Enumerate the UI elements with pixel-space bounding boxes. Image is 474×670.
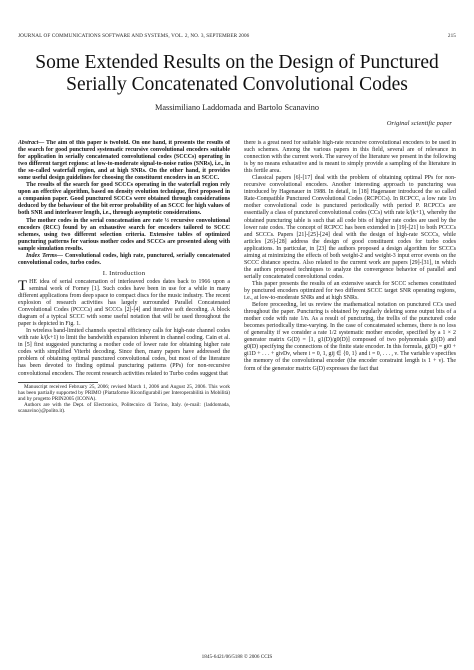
abstract-text: — The aim of this paper is twofold. On one hand, it presents the results of the search for good punctured systematic recursive convolutional encoders suitable for application in serially concatenated convolutional codes (SCCCs) operating in two different target regions: at low-to-moderate signal-to-noise ratios (SNRs), i.e., in the so-called waterfall region, and at high SNRs. On the other hand, it provides some useful design guidelines for choosing the constituent encoders in an SCCC. [18, 140, 230, 182]
section-heading-introduction: I. Introduction [102, 269, 146, 277]
running-head [18, 33, 456, 39]
right-column [244, 140, 456, 650]
intro-paragraph-2: In wireless band-limited channels spectral efficiency calls for high-rate channel codes with rate k/(k+1) to limit the bandwidth expansion inherent in channel coding. Cain et al. in [5] first suggested puncturing a mother code of lower rate for obtaining higher rate codes with simplified Viterbi decoding. Since then, many papers have addressed the problem of obtaining optimal punctured convolutional codes, but most of the literature has been devoted to finding optimal puncturing patterns (PPs) for non-recursive convolutional encoders. The recent research activities related to Turbo codes suggest that [18, 328, 230, 377]
paper-type: Original scientific paper [386, 120, 452, 127]
intro-text-1: HE idea of serial concatenation of interleaved codes dates back to 1966 upon a seminal work of Forney [1]. Such codes have been in use for a while in many different applications from deep space to compact discs for the music industry. The recent explosion of research activities has largely surrounded Parallel Concatenated Convolutional Codes (PCCCs) and SCCCs [2]-[4] and iterative soft decoding. A block diagram of a typical SCCC with some useful notation that will be used throughout the paper is depicted in Fig. 1. [18, 278, 230, 328]
abstract-paragraph-3: The mother codes in the serial concatenation are rate ½ recursive convolutional encoders (RCC) found by an exhaustive search for encoders tailored to SCCC schemes, using two different selection criteria. Extensive tables of optimized puncturing patterns for various mother codes and SCCCs are presented along with sample simulation results. [18, 217, 230, 252]
footnote-manuscript: Manuscript received February 25, 2006; revised March 1, 2006 and August 25, 2006. This work has been partially supported by PRIMO (Piattaforme Riconfigurabili per Interoperabilità in Mobilità) and by progetto PRIN2005 (ICONA). [18, 383, 230, 402]
body-paragraph-3: This paper presents the results of an extensive search for SCCC schemes constituted by punctured encoders optimized for two different SCCC target SNR operating regions, i.e., at low-to-moderate SNRs and at high SNRs. [244, 280, 456, 302]
journal-header: JOURNAL OF COMMUNICATIONS SOFTWARE AND SYSTEMS, VOL. 2, NO. 3, SEPTEMBER 2006 [18, 33, 250, 39]
abstract-paragraph [18, 140, 230, 182]
intro-paragraph-1 [18, 279, 230, 328]
paper-title: Some Extended Results on the Design of Punctured Serially Concatenated Convolutional Codes [35, 52, 439, 95]
page-number: 215 [447, 33, 456, 39]
index-terms [18, 253, 230, 267]
left-column [18, 140, 230, 650]
body-paragraph-1: there is a great need for suitable high-rate recursive convolutional encoders to be used in such schemes. Among the various papers in this field, several are of relevance in connection with the current work. The survey of the literature we present in the following is by no means exhaustive and is meant to simply provide a sampling of the literature in this fertile area. [244, 140, 456, 175]
abstract-paragraph-2: The results of the search for good SCCCs operating in the waterfall region rely upon an effective algorithm, based on density evolution technique, first proposed in a companion paper. Good punctured SCCCs were obtained through considerations deduced by the behaviour of the bit error probability of an SCCC for high values of both SNR and interleaver length, i.e., through asymptotic considerations. [18, 182, 230, 217]
index-terms-label: Index Terms [26, 252, 57, 259]
drop-cap: T [18, 277, 28, 294]
body-paragraph-2: Classical papers [6]-[17] deal with the problem of obtaining optimal PPs for non-recursive convolutional encoders. Another interesting approach to puncturing was introduced by Hagenauer in 1988. In detail, in [18] Hagenauer introduced the so called Rate-Compatible Punctured Convolutional Codes (RCPCCs). In RCPCC, a low rate 1/n mother convolutional code is punctured periodically with period P. RCPCCs are essentially a class of punctured convolutional codes (CCs) with rate k/(k+1), whereby the obtained puncturing table is such that all code bits of higher rate codes are used by the lower rate codes. The concept of RCPCC has been extended in [19]-[21] to both PCCCs and SCCCs. Papers [21]-[25]-[24] deal with the design of high-rate SCCCs, while articles [26]-[28] address the design of good constituent codes for turbo codes applications. In particular, in [23] the authors proposed a design algorithm for SCCCs aiming at minimizing the effects of both weight-2 and weight-3 input error events on the SCCC distance spectra. Also related to the current work are papers [29]-[31], in which the authors proposed techniques to analyze the convergence behavior of parallel and serially concatenated convolutional codes. [244, 175, 456, 280]
footnote-affiliation: Authors are with the Dept. of Electronics, Politecnico di Torino, Italy. (e-mail: {laddomada, scanavino}@polito.it). [18, 402, 230, 415]
abstract-label: Abstract [18, 140, 39, 146]
index-terms-text: — Convolutional codes, high rate, punctured, serially concatenated convolutional codes, turbo codes. [18, 252, 230, 266]
author-list: Massimiliano Laddomada and Bartolo Scanavino [154, 103, 320, 112]
body-paragraph-4: Before proceeding, let us review the mathematical notation on punctured CCs used throughout the paper. Puncturing is obtained by regularly deleting some output bits of a mother code with rate 1/n. As a result of puncturing, the trellis of the punctured code becomes periodically time-varying. In the case of concatenated schemes, there is no loss of generality if we consider a rate 1/2 systematic mother encoder, specified by a 1 × 2 generator matrix G(D) = [1, g1(D)/g0(D)] composed of two polynomials g1(D) and g0(D) specifying the connections of the finite state encoder. In this formula, gi(D) = gi0 + gi1D + . . . + giνDν, where i = 0, 1, gij ∈ {0, 1} and i = 0, . . . , ν. The variable ν specifies the memory of the convolutional encoder (the encoder constraint length is 1 + ν). The form of the generator matrix G(D) expresses the fact that [244, 302, 456, 372]
page-footer: 1845-6421/06/5188 © 2006 CCIS [201, 654, 273, 660]
